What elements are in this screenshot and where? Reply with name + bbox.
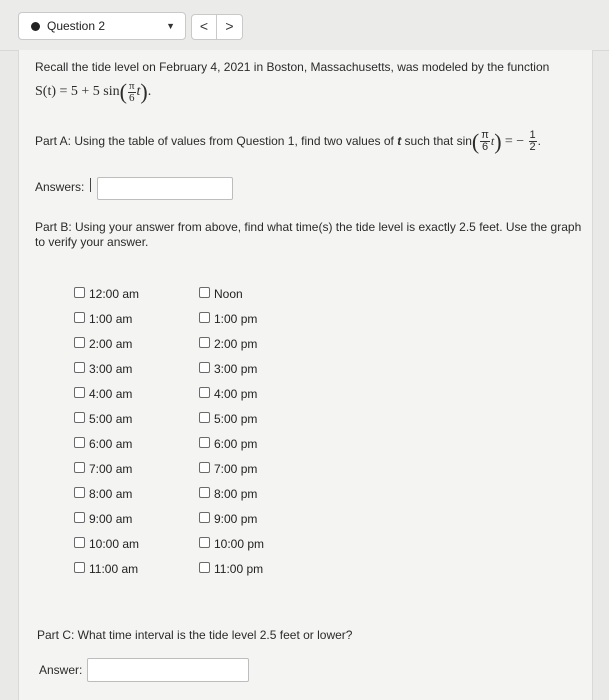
time-option[interactable] bbox=[199, 511, 257, 526]
previous-question-button[interactable]: < bbox=[191, 14, 217, 40]
time-option-label: 3:00 pm bbox=[214, 361, 258, 376]
time-option[interactable] bbox=[199, 336, 257, 351]
time-option-label: 5:00 pm bbox=[214, 411, 258, 426]
time-option[interactable] bbox=[74, 386, 132, 401]
checkbox-icon[interactable] bbox=[199, 487, 210, 498]
time-option-label: 8:00 am bbox=[89, 486, 133, 501]
time-option[interactable] bbox=[199, 561, 263, 576]
checkbox-icon[interactable] bbox=[199, 537, 210, 548]
time-option-label: 11:00 am bbox=[89, 561, 139, 576]
checkbox-icon[interactable] bbox=[74, 287, 85, 298]
part-c-prompt: Part C: What time interval is the tide level 2.5 feet or lower? bbox=[37, 628, 353, 642]
time-option-label: 2:00 am bbox=[89, 336, 133, 351]
time-option-label: 6:00 am bbox=[89, 436, 133, 451]
time-option-label: 7:00 am bbox=[89, 461, 133, 476]
time-option[interactable] bbox=[199, 536, 264, 551]
intro-text: Recall the tide level on February 4, 2021 in Boston, Massachusetts, was modeled by the function bbox=[35, 60, 550, 74]
time-option-label: 4:00 am bbox=[89, 386, 133, 401]
fraction-one-half: $\frac{1}{2}$ bbox=[529, 129, 536, 154]
time-option[interactable] bbox=[199, 286, 243, 301]
checkbox-icon[interactable] bbox=[199, 562, 210, 573]
fraction-pi-over-6: $\frac{\pi}{6}$ bbox=[481, 129, 489, 154]
checkbox-icon[interactable] bbox=[199, 387, 210, 398]
checkbox-icon[interactable] bbox=[199, 287, 210, 298]
checkbox-icon[interactable] bbox=[74, 462, 85, 473]
time-option[interactable] bbox=[74, 436, 132, 451]
time-option-label: 12:00 am bbox=[89, 286, 140, 301]
time-option-label: 6:00 pm bbox=[214, 436, 258, 451]
part-a-answer-input[interactable] bbox=[97, 177, 233, 200]
checkbox-icon[interactable] bbox=[199, 362, 210, 373]
time-option-label: Noon bbox=[214, 286, 243, 301]
time-option[interactable] bbox=[199, 486, 257, 501]
checkbox-icon[interactable] bbox=[74, 362, 85, 373]
time-option[interactable] bbox=[74, 361, 132, 376]
time-option[interactable] bbox=[74, 486, 132, 501]
function-lhs: S(t) = 5 + 5 sin bbox=[35, 84, 120, 100]
time-option-label: 10:00 am bbox=[89, 536, 140, 551]
time-option-label: 7:00 pm bbox=[214, 461, 258, 476]
part-c-answer-label: Answer: bbox=[39, 663, 83, 677]
time-option[interactable] bbox=[74, 561, 138, 576]
time-option[interactable] bbox=[74, 311, 132, 326]
checkbox-icon[interactable] bbox=[199, 412, 210, 423]
time-option-label: 5:00 am bbox=[89, 411, 133, 426]
time-option[interactable] bbox=[199, 411, 257, 426]
checkbox-icon[interactable] bbox=[74, 437, 85, 448]
checkbox-icon[interactable] bbox=[199, 462, 210, 473]
fraction-pi-over-6: $\frac{\pi}{6}$ bbox=[128, 79, 135, 104]
chevron-down-icon: ▼ bbox=[166, 21, 175, 31]
status-dot-icon bbox=[31, 22, 40, 31]
time-option-label: 8:00 pm bbox=[214, 486, 258, 501]
checkbox-icon[interactable] bbox=[199, 312, 210, 323]
text-cursor bbox=[90, 178, 97, 192]
question-label: Question 2 bbox=[47, 19, 106, 33]
time-option[interactable] bbox=[74, 411, 132, 426]
answers-label: Answers: bbox=[35, 180, 85, 194]
checkbox-icon[interactable] bbox=[74, 387, 85, 398]
checkbox-icon[interactable] bbox=[199, 437, 210, 448]
part-b-prompt: Part B: Using your answer from above, find what time(s) the tide level is exactly 2.5 feet. Use the graph to verify your answer. bbox=[35, 220, 582, 249]
time-option[interactable] bbox=[74, 461, 132, 476]
checkbox-icon[interactable] bbox=[74, 337, 85, 348]
time-option[interactable] bbox=[199, 461, 257, 476]
time-option[interactable] bbox=[199, 436, 257, 451]
time-option-label: 11:00 pm bbox=[214, 561, 264, 576]
checkbox-icon[interactable] bbox=[199, 512, 210, 523]
checkbox-icon[interactable] bbox=[74, 562, 85, 573]
time-option[interactable] bbox=[74, 336, 132, 351]
question-nav-bar bbox=[0, 0, 609, 51]
checkbox-icon[interactable] bbox=[74, 312, 85, 323]
time-option-label: 9:00 pm bbox=[214, 511, 258, 526]
time-option-label: 3:00 am bbox=[89, 361, 133, 376]
checkbox-icon[interactable] bbox=[74, 512, 85, 523]
part-c-answer-input[interactable] bbox=[87, 658, 249, 682]
intro-function: S(t) = 5 + 5 sin( $\frac{\pi}{6}$ t). bbox=[35, 79, 152, 104]
part-a-prompt: Part A: Using the table of values from Question 1, find two values of t such that sin( $\frac{\pi}{6}$ t) = − $\frac{1}{2}$ . bbox=[35, 128, 541, 154]
next-question-button[interactable]: > bbox=[217, 14, 243, 40]
time-option-label: 2:00 pm bbox=[214, 336, 258, 351]
time-option[interactable] bbox=[74, 286, 139, 301]
time-option-label: 1:00 pm bbox=[214, 311, 258, 326]
time-option-label: 9:00 am bbox=[89, 511, 133, 526]
checkbox-icon[interactable] bbox=[74, 487, 85, 498]
checkbox-icon[interactable] bbox=[199, 337, 210, 348]
question-content bbox=[18, 50, 593, 700]
time-option[interactable] bbox=[74, 536, 139, 551]
time-option[interactable] bbox=[199, 361, 257, 376]
time-option-label: 1:00 am bbox=[89, 311, 133, 326]
time-option[interactable] bbox=[199, 311, 257, 326]
question-selector[interactable] bbox=[18, 12, 186, 40]
time-option[interactable] bbox=[199, 386, 257, 401]
time-option-label: 4:00 pm bbox=[214, 386, 258, 401]
checkbox-icon[interactable] bbox=[74, 412, 85, 423]
time-option-label: 10:00 pm bbox=[214, 536, 265, 551]
time-option[interactable] bbox=[74, 511, 132, 526]
checkbox-icon[interactable] bbox=[74, 537, 85, 548]
